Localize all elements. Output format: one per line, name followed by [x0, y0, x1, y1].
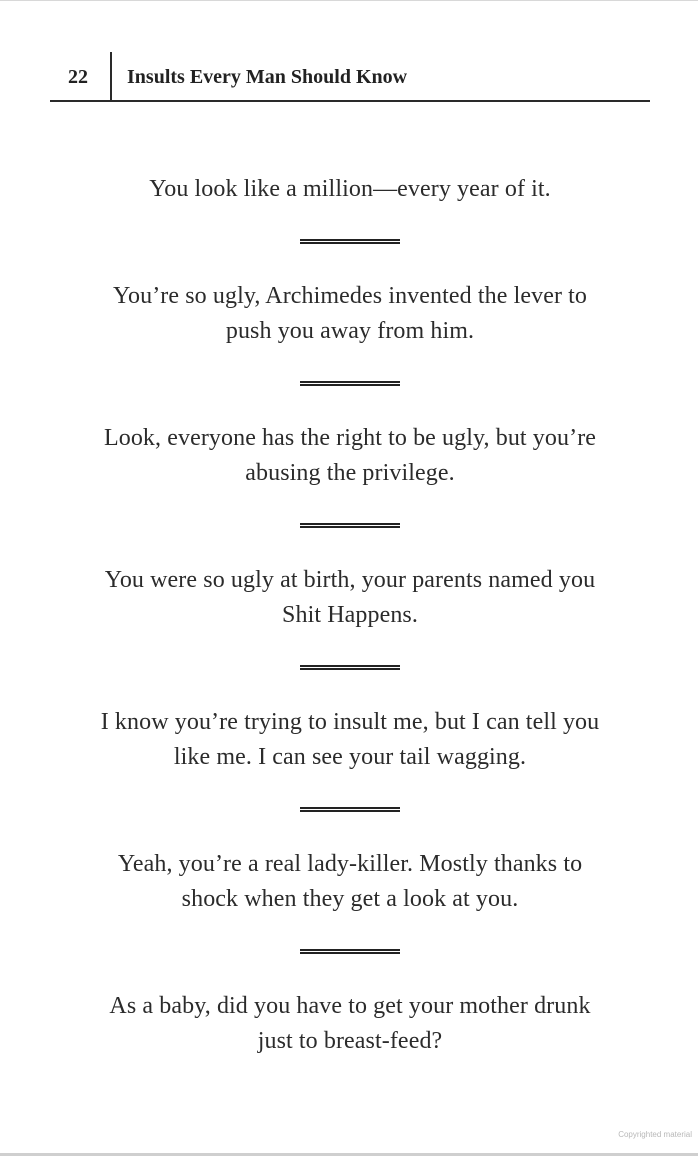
double-rule-separator	[300, 239, 400, 244]
insult-1-line-1: You look like a million—every year of it.	[149, 176, 551, 202]
insult-2-line-1: You’re so ugly, Archimedes invented the lever to	[112, 283, 588, 309]
insult-6-line-1: Yeah, you’re a real lady-killer. Mostly thanks to	[117, 851, 583, 877]
insult-1	[60, 172, 640, 207]
insult-list	[60, 172, 640, 1059]
insult-2	[60, 279, 640, 349]
double-rule-separator	[300, 949, 400, 954]
insult-4-line-1: You were so ugly at birth, your parents named you	[104, 567, 596, 593]
insult-3-line-1: Look, everyone has the right to be ugly, but you’re	[103, 425, 597, 451]
double-rule-separator	[300, 523, 400, 528]
double-rule-separator	[300, 665, 400, 670]
header-divider	[110, 52, 112, 100]
page-top-edge	[0, 0, 698, 1]
insult-5-line-1: I know you’re trying to insult me, but I can tell you	[100, 709, 600, 735]
insult-5	[60, 705, 640, 775]
running-title: Insults Every Man Should Know	[127, 66, 408, 88]
double-rule-separator	[300, 381, 400, 386]
insult-5-line-2: like me. I can see your tail wagging.	[173, 744, 527, 770]
insult-4-line-2: Shit Happens.	[282, 602, 418, 628]
insult-7	[60, 989, 640, 1059]
insult-3-line-2: abusing the privilege.	[245, 460, 455, 486]
insult-6	[60, 847, 640, 917]
insult-7-line-2: just to breast-feed?	[257, 1028, 443, 1054]
insult-3	[60, 421, 640, 491]
copyright-notice: Copyrighted material	[618, 1130, 692, 1139]
page-number: 22	[68, 66, 88, 88]
insult-7-line-1: As a baby, did you have to get your mother drunk	[109, 993, 591, 1019]
insult-2-line-2: push you away from him.	[225, 318, 475, 344]
double-rule-separator	[300, 807, 400, 812]
insult-6-line-2: shock when they get a look at you.	[181, 886, 519, 912]
running-header	[50, 50, 650, 102]
insult-4	[60, 563, 640, 633]
